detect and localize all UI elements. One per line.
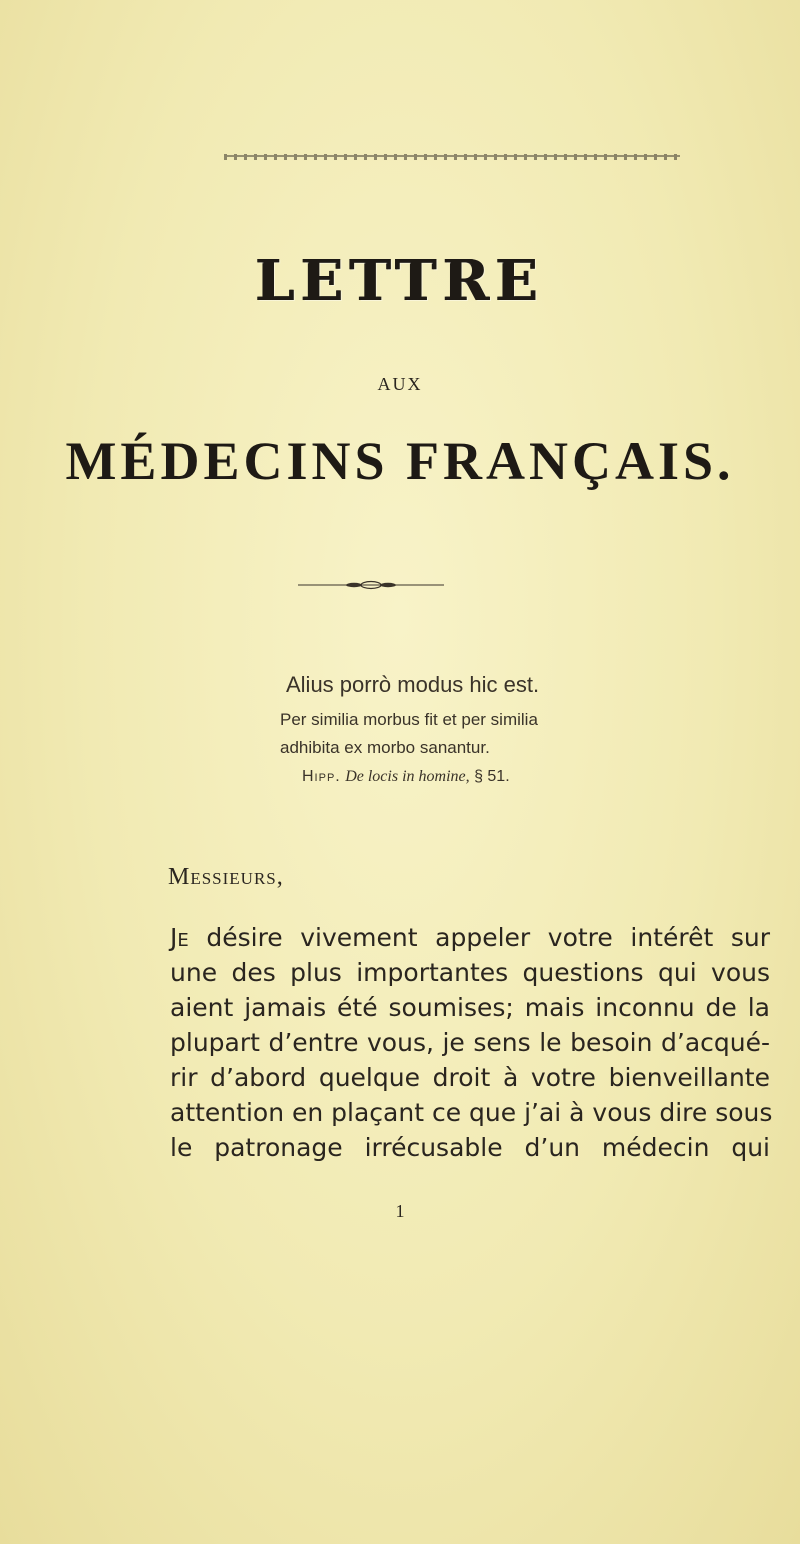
citation-author: Hipp. <box>302 768 341 785</box>
epigraph-line: adhibita ex morbo sanantur. <box>280 738 490 757</box>
salutation: Messieurs, <box>168 864 284 890</box>
page-title: LETTRE <box>255 248 545 314</box>
body-line: une des plus importantes questions qui vous <box>170 958 770 987</box>
body-line: attention en plaçant ce que j’ai à vous dire sous <box>170 1098 773 1127</box>
heading-medecins: MÉDECINS FRANÇAIS. <box>65 431 735 491</box>
signature-mark: 1 <box>395 1201 405 1221</box>
body-line: rir d’abord quelque droit à votre bienveillante <box>170 1063 770 1092</box>
body-line: plupart d’entre vous, je sens le besoin d’acqué- <box>170 1028 770 1057</box>
band-ornament-icon <box>224 148 680 166</box>
body-dropcap: Je <box>170 923 189 952</box>
citation-section: § 51. <box>474 768 510 785</box>
epigraph <box>280 672 760 786</box>
epigraph-line: Per similia morbus fit et per similia <box>280 710 538 729</box>
letter-body <box>170 920 773 1165</box>
citation-work: De locis in homine, <box>345 768 470 785</box>
ornamental-rule-icon <box>298 580 444 590</box>
body-line <box>170 920 770 955</box>
epigraph-citation <box>302 768 760 786</box>
body-line: le patronage irrécusable d’un médecin qui <box>170 1133 770 1162</box>
subtitle-aux: AUX <box>377 374 423 394</box>
body-line-text: désire vivement appeler votre intérêt sur <box>206 923 770 952</box>
body-line: aient jamais été soumises; mais inconnu de la <box>170 993 770 1022</box>
epigraph-line: Alius porrò modus hic est. <box>286 672 540 697</box>
